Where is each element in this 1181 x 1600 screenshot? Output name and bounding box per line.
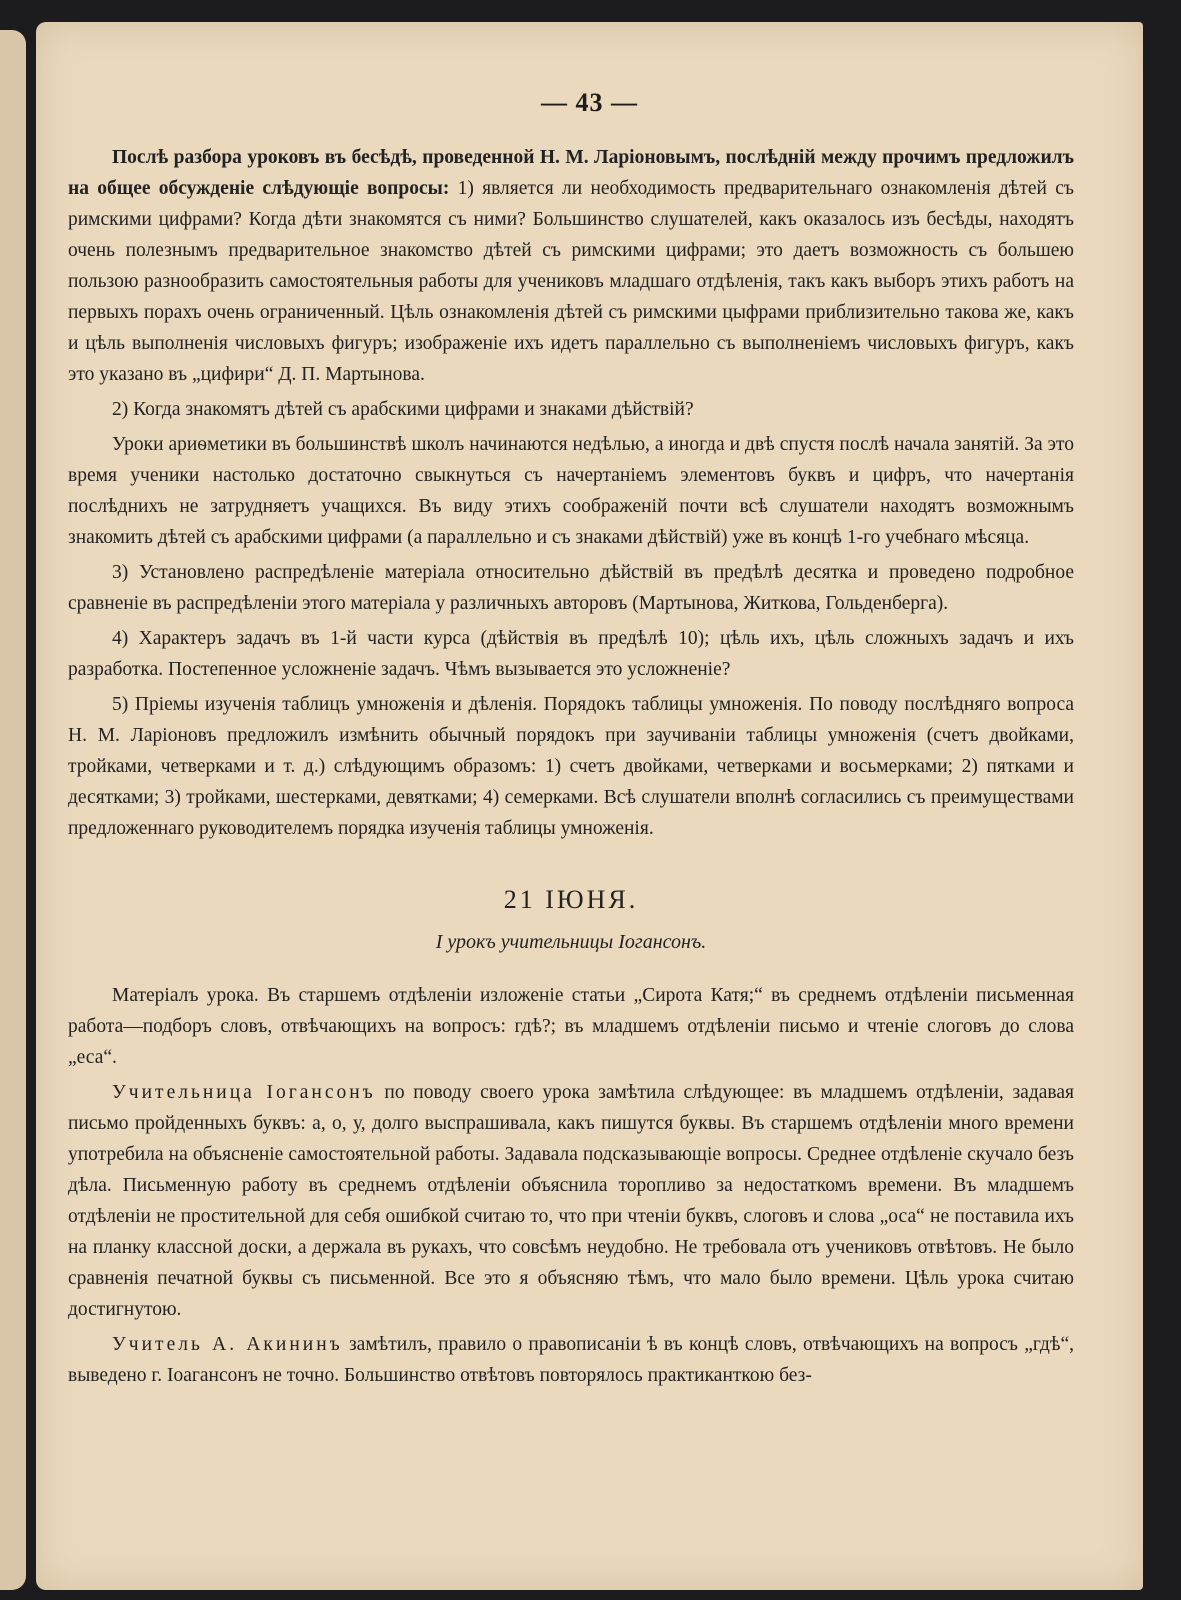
- section-heading: 21 ІЮНЯ.: [503, 885, 639, 914]
- question-5: 5) Пріемы изученія таблицъ умноженія и дѣленія. Порядокъ таблицы умноженія. По поводу послѣдняго вопроса Н. М. Ларіоновъ предложилъ измѣнить обычный порядокъ при заучиваніи таблицы умноженія (счетъ двойками, тройками, четверками и т. д.) слѣдующимъ образомъ: 1) счетъ двойками, четверками и восьмерками; 2) пятками и десятками; 3) тройками, шестерками, девятками; 4) семерками. Всѣ слушатели вполнѣ согласились съ преимуществами предложеннаго руководителемъ порядка изученія таблицы умноженія.: [68, 694, 1074, 839]
- question-2-answer: Уроки ариѳметики въ большинствѣ школъ начинаются недѣлью, а иногда и двѣ спустя послѣ начала занятій. За это время ученики настолько достаточно свыкнуться съ начертаніемъ элементовъ буквъ и цифръ, что начертанія послѣднихъ не затрудняетъ учащихся. Въ виду этихъ соображеній почти всѣ слушатели находятъ возможнымъ знакомить дѣтей съ арабскими цифрами (а параллельно и съ знаками дѣйствій) уже въ концѣ 1-го учебнаго мѣсяца.: [68, 434, 1074, 548]
- page-body: [68, 142, 1074, 1395]
- book-page: [36, 22, 1143, 1590]
- intro-bold-lead: Послѣ разбора уроковъ въ бесѣдѣ, проведенной Н. М. Ларіоновымъ, послѣдній между прочимъ предложилъ на общее обсужденіе слѣдующіе вопросы:: [68, 147, 1074, 199]
- question-3: 3) Установлено распредѣленіе матеріала относительно дѣйствій въ предѣлѣ десятка и проведено подробное сравненіе въ распредѣленіи этого матеріала у различныхъ авторовъ (Мартынова, Житкова, Гольденберга).: [68, 562, 1074, 614]
- teacher-paragraph: [68, 1077, 1074, 1325]
- section-subheading: I урокъ учительницы Іогансонъ.: [435, 931, 707, 953]
- question-2: 2) Когда знакомятъ дѣтей съ арабскими цифрами и знаками дѣйствій?: [112, 399, 694, 420]
- akinin-text: замѣтилъ, правило о правописаніи ѣ въ концѣ словъ, отвѣчающихъ на вопросъ „гдѣ“, выведено г. Іоагансонъ не точно. Большинство отвѣтовъ повторялось практиканткою без-: [68, 1334, 1074, 1386]
- question-4: 4) Характеръ задачъ въ 1-й части курса (дѣйствія въ предѣлѣ 10); цѣль ихъ, цѣль сложныхъ задачъ и ихъ разработка. Постепенное усложненіе задачъ. Чѣмъ вызывается это усложненіе?: [68, 628, 1074, 680]
- akinin-paragraph: [68, 1329, 1074, 1391]
- akinin-name: Учитель А. Акининъ: [112, 1334, 343, 1355]
- page-number: — 43 —: [541, 88, 638, 117]
- previous-page-edge: [0, 30, 26, 1590]
- intro-paragraph: [68, 142, 1074, 390]
- material-paragraph: Матеріалъ урока. Въ старшемъ отдѣленіи изложеніе статьи „Сирота Катя;“ въ среднемъ отдѣленіи письменная работа—подборъ словъ, отвѣчающихъ на вопросъ: гдѣ?; въ младшемъ отдѣленіи письмо и чтеніе слоговъ до слова „еса“.: [68, 985, 1074, 1068]
- intro-rest: 1) является ли необходимость предварительнаго ознакомленія дѣтей съ римскими цифрами? Когда дѣти знакомятся съ ними? Большинство слушателей, какъ оказалось изъ бесѣды, находятъ очень полезнымъ предварительное знакомство дѣтей съ римскими цифрами; это даетъ возможность съ большею пользою разнообразить самостоятельныя работы для учениковъ младшаго отдѣленія, такъ какъ выборъ этихъ работъ на первыхъ порахъ очень ограниченный. Цѣль ознакомленія дѣтей съ римскими цыфрами приблизительно такова же, какъ и цѣль выполненія числовыхъ фигуръ; изображеніе ихъ идетъ параллельно съ выполненіемъ числовыхъ фигуръ, какъ это указано въ „цифири“ Д. П. Мартынова.: [68, 178, 1074, 385]
- teacher-text: по поводу своего урока замѣтила слѣдующее: въ младшемъ отдѣленіи, задавая письмо пройденныхъ буквъ: а, о, у, долго выспрашивала, какъ пишутся буквы. Въ старшемъ отдѣленіи много времени употребила на объясненіе самостоятельной работы. Задавала подсказывающіе вопросы. Среднее отдѣленіе скучало безъ дѣла. Письменную работу въ среднемъ отдѣленіи объяснила торопливо за недостаткомъ времени. Въ младшемъ отдѣленіи не простительной для себя ошибкой считаю то, что при чтеніи буквъ, слоговъ и слова „оса“ не поставила ихъ на планку классной доски, а держала въ рукахъ, что совсѣмъ неудобно. Не требовала отъ учениковъ отвѣтовъ. Не было сравненія печатной буквы съ письменной. Все это я объясняю тѣмъ, что мало было времени. Цѣль урока считаю достигнутою.: [68, 1082, 1074, 1320]
- teacher-name: Учительница Іогансонъ: [112, 1082, 376, 1103]
